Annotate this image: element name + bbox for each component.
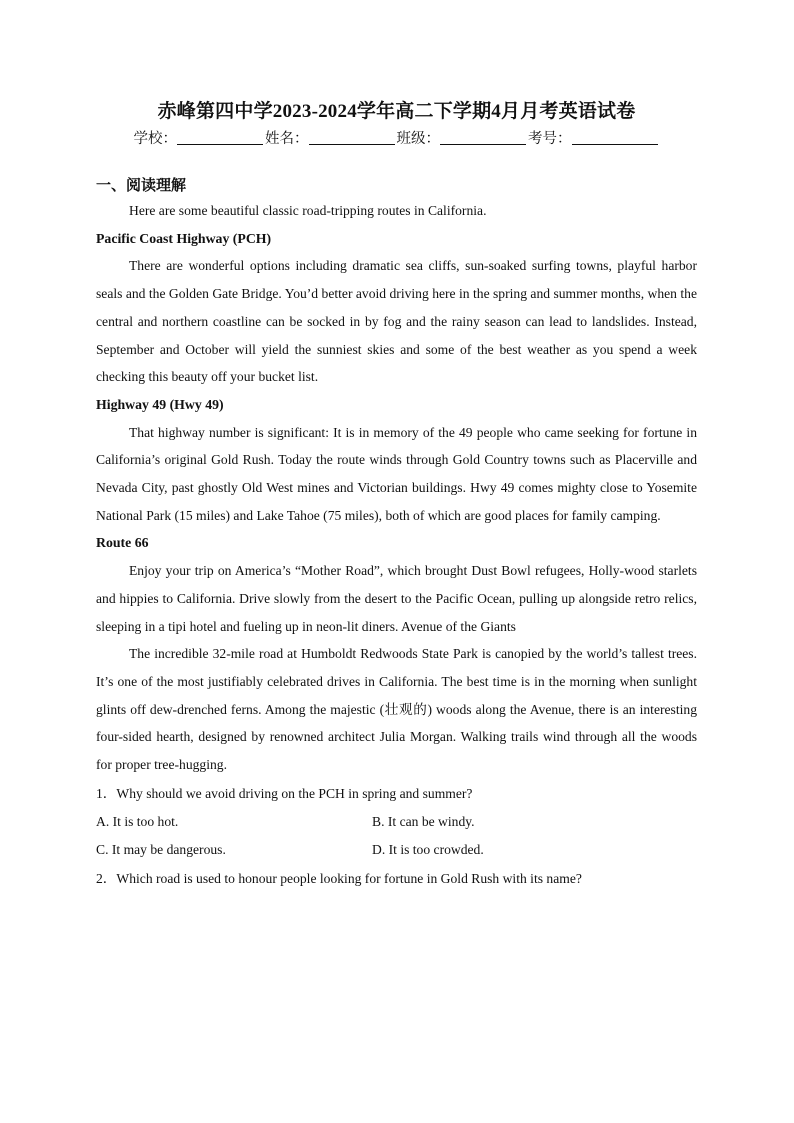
school-label: 学校：: [133, 131, 177, 147]
option-b[interactable]: B. It can be windy.: [372, 813, 475, 829]
route-text-hwy49: That highway number is significant: It is in memory of the 49 people who came seeking for fortune in California’s original Gold Rush. Today the route winds through Gold Country towns such as Placerville and Nevada City, past ghostly Old West mines and Victorian buildings. Hwy 49 comes mighty close to Yosemite National Park (15 miles) and Lake Tahoe (75 miles), both of which are good places for family camping.: [96, 424, 697, 523]
avenue-of-giants-paragraph: The incredible 32-mile road at Humboldt Redwoods State Park is canopied by the world’s tallest trees. It’s one of the most justifiably celebrated drives in California. The best time is in the morning when sunlight glints off dew-drenched ferns. Among the majestic (壮观的) woods along the Avenue, there is an interesting four-sided hearth, designed by renowned architect Julia Morgan. Walking trails wind through all the woods for proper tree-hugging.: [96, 646, 697, 773]
question-1-options: [96, 808, 697, 864]
exam-page: [96, 96, 697, 893]
student-info-line: [96, 127, 697, 148]
class-blank[interactable]: [440, 130, 526, 145]
option-a[interactable]: A. It is too hot.: [96, 813, 179, 829]
school-blank[interactable]: [177, 130, 263, 145]
route-title-pch: Pacific Coast Highway (PCH): [96, 230, 272, 246]
exam-number-label: 考号：: [528, 131, 572, 147]
section-heading: 一、阅读理解: [96, 176, 187, 194]
route-title-hwy49: Highway 49 (Hwy 49): [96, 396, 224, 412]
question-1-stem: 1．Why should we avoid driving on the PCH in spring and summer?: [96, 785, 473, 801]
option-d[interactable]: D. It is too crowded.: [372, 841, 484, 857]
intro-paragraph: Here are some beautiful classic road-tripping routes in California.: [129, 203, 487, 218]
name-blank[interactable]: [309, 130, 395, 145]
name-label: 姓名：: [265, 131, 309, 147]
route-title-route66: Route 66: [96, 535, 149, 551]
route-text-route66: Enjoy your trip on America’s “Mother Road”, which brought Dust Bowl refugees, Holly-wood starlets and hippies to California. Drive slowly from the desert to the Pacific Ocean, pulling up alongside retro relics, sleeping in a tipi hotel and fueling up in neon-lit diners. Avenue of the Giants: [96, 563, 697, 634]
exam-number-blank[interactable]: [572, 130, 658, 145]
class-label: 班级：: [396, 131, 440, 147]
option-c[interactable]: C. It may be dangerous.: [96, 841, 226, 857]
page-title: 赤峰第四中学2023-2024学年高二下学期4月月考英语试卷: [157, 101, 636, 122]
route-text-pch: There are wonderful options including dramatic sea cliffs, sun-soaked surfing towns, playful harbor seals and the Golden Gate Bridge. You’d better avoid driving here in the spring and summer months, when the central and northern coastline can be socked in by fog and the rainy season can lead to landslides. Instead, September and October will yield the sunniest skies and some of the best weather as you spend a week checking this beauty off your bucket list.: [96, 258, 697, 385]
question-2-stem: 2．Which road is used to honour people looking for fortune in Gold Rush with its name?: [96, 870, 582, 886]
